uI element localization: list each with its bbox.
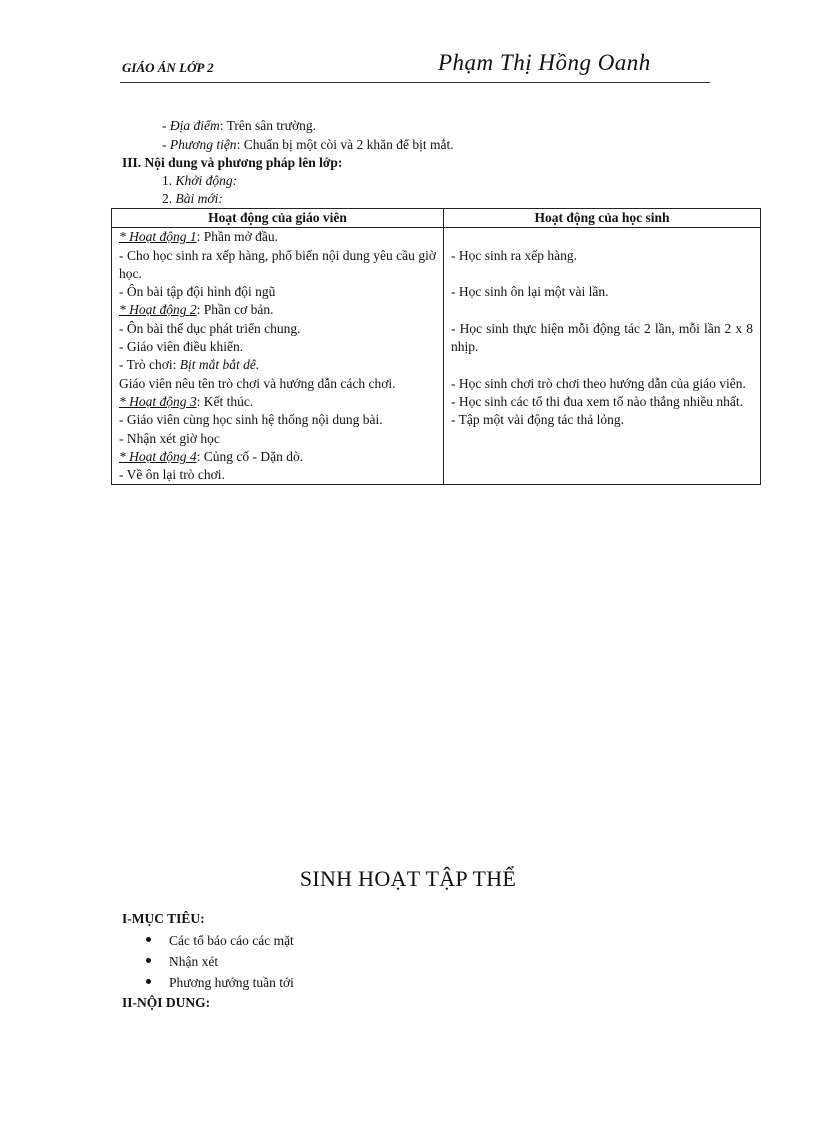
equipment-text: : Chuẩn bị một còi và 2 khăn để bịt mắt. <box>236 137 454 152</box>
student-step: - Học sinh thực hiện mỗi động tác 2 lần, mỗi lần 2 x 8 nhịp. <box>451 320 753 355</box>
student-activities <box>444 228 761 485</box>
location-text: : Trên sân trường. <box>219 118 316 133</box>
list-item-text: Phương hướng tuần tới <box>169 975 294 990</box>
header-class-label: GIÁO ÁN LỚP 2 <box>122 60 214 75</box>
equipment-label: Phương tiện <box>169 137 237 152</box>
section-title: SINH HOẠT TẬP THỂ <box>299 866 517 891</box>
activity-4-label: * Hoạt động 4 <box>119 448 197 464</box>
warmup-item: 1. Khởi động: <box>162 173 238 188</box>
teacher-activities <box>112 228 444 485</box>
objectives-list <box>146 930 294 993</box>
student-step: - Học sinh ôn lại một vài lần. <box>451 284 609 300</box>
teacher-step: - Nhận xét giờ học <box>119 430 220 446</box>
activity-3-title: : Kết thúc. <box>196 393 254 409</box>
bullet-icon <box>146 958 151 963</box>
new-lesson-label: Bài mới: <box>175 191 223 206</box>
activity-4-line <box>119 448 436 466</box>
teacher-step: - Ôn bài thể dục phát triển chung. <box>119 320 301 336</box>
activity-3-label: * Hoạt động 3 <box>119 393 197 409</box>
list-item-text: Các tổ báo cáo các mặt <box>169 933 294 948</box>
activity-4-title: : Củng cố - Dặn dò. <box>196 448 304 464</box>
bullet-icon <box>146 979 151 984</box>
student-step: - Tập một vài động tác thả lỏng. <box>451 412 624 428</box>
teacher-step: Giáo viên nêu tên trò chơi và hướng dẫn cách chơi. <box>119 375 396 391</box>
game-name: Bịt mắt bắt dê. <box>179 357 260 373</box>
location-line: - Địa điểm: Trên sân trường. <box>162 118 316 133</box>
activity-2-label: * Hoạt động 2 <box>119 302 197 318</box>
location-label: Địa điểm <box>169 118 220 133</box>
table-row <box>112 228 761 485</box>
bullet-icon <box>146 937 151 942</box>
teacher-step: - Về ôn lại trò chơi. <box>119 467 225 483</box>
activity-1-title: : Phần mở đầu. <box>196 229 279 245</box>
teacher-column-header: Hoạt động của giáo viên <box>112 209 444 228</box>
list-item <box>146 930 294 951</box>
activity-table <box>111 208 761 485</box>
teacher-step: - Cho học sinh ra xếp hàng, phổ biến nội dung yêu cầu giờ học. <box>119 247 436 281</box>
activity-2-title: : Phần cơ bản. <box>196 302 274 318</box>
list-item-text: Nhận xét <box>169 954 219 969</box>
teacher-step: - Giáo viên cùng học sinh hệ thống nội dung bài. <box>119 412 383 428</box>
teacher-step: - Ôn bài tập đội hình đội ngũ <box>119 284 276 300</box>
student-step: - Học sinh chơi trò chơi theo hướng dẫn của giáo viên. <box>451 375 746 391</box>
teacher-step: - Giáo viên điều khiển. <box>119 339 244 355</box>
game-prefix: - Trò chơi: <box>119 357 180 373</box>
student-step: - Học sinh các tổ thi đua xem tổ nào thắng nhiều nhất. <box>451 393 744 409</box>
game-line <box>119 356 436 374</box>
activity-2-line <box>119 301 436 319</box>
list-item <box>146 972 294 993</box>
new-lesson-item: 2. Bài mới: <box>162 191 223 206</box>
warmup-label: Khởi động: <box>175 173 238 188</box>
page-header <box>120 52 710 83</box>
activity-1-line <box>119 228 436 246</box>
content-heading: II-NỘI DUNG: <box>122 995 211 1010</box>
list-item <box>146 951 294 972</box>
objectives-heading: I-MỤC TIÊU: <box>122 911 205 926</box>
header-author-name: Phạm Thị Hồng Oanh <box>438 50 651 75</box>
activity-1-label: * Hoạt động 1 <box>119 229 197 245</box>
equipment-line: - Phương tiện: Chuẩn bị một còi và 2 khăn để bịt mắt. <box>162 137 454 152</box>
student-step: - Học sinh ra xếp hàng. <box>451 247 577 263</box>
table-header-row <box>112 209 761 228</box>
section-3-heading: III. Nội dung và phương pháp lên lớp: <box>122 155 343 170</box>
student-column-header: Hoạt động của học sinh <box>444 209 761 228</box>
activity-3-line <box>119 393 436 411</box>
